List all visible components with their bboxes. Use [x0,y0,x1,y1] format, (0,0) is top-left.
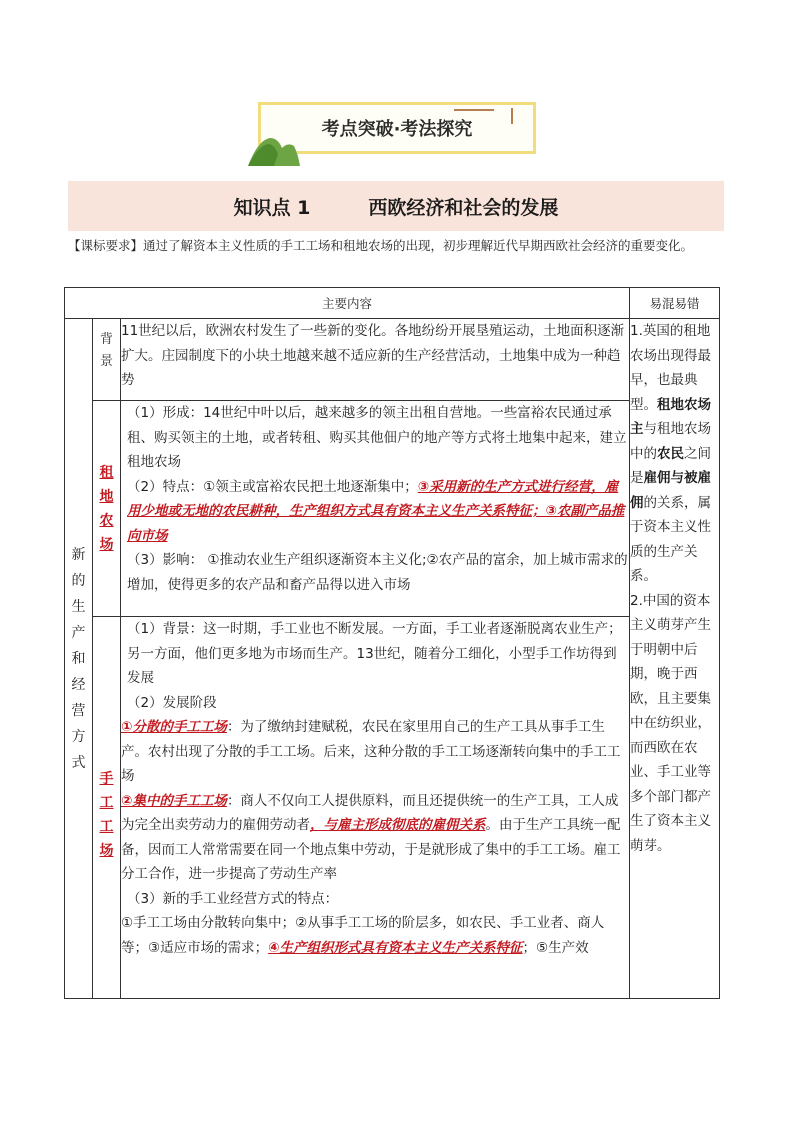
stage-2-title: ②集中的手工工场 [121,792,227,809]
workshop-features-highlight: ④生产组织形式具有资本主义生产关系特征 [268,939,523,956]
stage-1-title: ①分散的手工工场 [121,719,227,735]
workshop-features-text: ①手工工场由分散转向集中；②从事手工工场的阶层多，如农民、手工业者、商人等；③适应市场的需求； [121,915,605,956]
workshop-features-title: （3）新的手工业经营方式的特点： [127,890,339,907]
left-label-cell [65,319,93,999]
hill-icon [248,132,300,166]
stage-1-text: ：为了缴纳封建赋税，农民在家里用自己的生产工具从事手工生产。农村出现了分散的手工工场。后来，这种分散的手工工场逐渐转向集中的手工工场 [121,719,621,784]
header-common-mistakes: 易混易错 [630,288,720,319]
farm-features-highlight: ③采用新的生产方式进行经营，雇用少地或无地的农民耕种，生产组织方式具有资本主义生产关系特征；③农副产品推向市场 [127,478,625,544]
stage-2-text: ：商人不仅向工人提供原料，而且还提供统一的生产工具，工人成为完全出卖劳动力的雇佣劳动者 [121,792,619,833]
background-label: 背景 [99,332,113,369]
curriculum-requirement [68,233,728,258]
banner-title: 考点突破·考法探究 [321,119,473,140]
workshop-label-cell [93,617,121,999]
knowledge-point-title: 西欧经济和社会的发展 [368,196,559,219]
side-note-1-bold-c: 雇佣与被雇佣 [630,470,712,511]
farm-label: 租地农场 [99,464,114,553]
stage-2-text-b: 。由于生产工具统一配备，因而工人常常需要在同一个地点集中劳动，于是就形成了集中的手工工场。雇工分工合作，进一步提高了劳动生产率 [121,817,621,882]
side-note-1-b: 与租地农场中的 [630,421,712,462]
requirement-text: 通过了解资本主义性质的手工工场和租地农场的出现，初步理解近代早期西欧社会经济的重要变化。 [143,238,694,253]
workshop-content [121,617,630,999]
side-notes [630,319,720,999]
requirement-label: 【课标要求】 [68,238,144,253]
workshop-features [121,911,629,960]
farm-content [121,401,630,617]
side-note-1-bold: 租地农场主 [630,396,712,437]
knowledge-point-header [68,181,724,231]
side-note-1-bold-b: 农民 [657,445,685,462]
side-note-1: 1.英国的租地农场出现得最早，也最典型。 [630,323,712,413]
farm-features-text: （2）特点：①领主或富裕农民把土地逐渐集中； [127,478,418,495]
stage-2-highlight: ，与雇主形成彻底的雇佣关系 [310,817,486,833]
workshop-stage-2 [121,789,629,887]
header-main-content: 主要内容 [65,288,630,319]
section-banner [258,102,540,158]
side-note-2: 2.中国的资本主义萌芽产生于明朝中后期，晚于西欧，且主要集中在纺织业，而西欧在农业、手工业等多个部门都产生了资本主义萌芽。 [630,592,712,854]
farm-formation: （1）形成：14世纪中叶以后，越来越多的领主出租自营地。一些富裕农民通过承租、购买领主的土地，或者转租、购买其他佃户的地产等方式将土地集中起来，建立租地农场 [127,405,627,470]
workshop-label: 手工工场 [99,771,114,859]
content-table [64,287,720,999]
workshop-background: （1）背景：这一时期，手工业也不断发展。一方面，手工业者逐渐脱离农业生产；另一方面，他们更多地为市场而生产。13世纪，随着分工细化，小型手工作坊得到发展 [127,621,622,686]
workshop-features-text-b: ；⑤生产效 [522,939,589,956]
side-note-1-d: 的关系，属于资本主义性质的生产关系。 [630,494,712,584]
farm-features [121,475,629,549]
side-note-1-c: 之间是 [630,445,712,486]
workshop-stages-title: （2）发展阶段 [127,694,217,711]
background-text: 11世纪以后，欧洲农村发生了一些新的变化。各地纷纷开展垦殖运动，土地面积逐渐扩大。庄园制度下的小块土地越来越不适应新的生产经营活动，土地集中成为一种趋势 [121,323,625,388]
farm-impact: （3）影响： ①推动农业生产组织逐渐资本主义化;②农产品的富余，加上城市需求的增加，使得更多的农产品和畜产品得以进入市场 [127,552,628,593]
farm-label-cell [93,401,121,617]
knowledge-point-number: 知识点 1 [233,196,311,219]
left-label: 新的生产和经营方式 [71,546,86,771]
background-content [121,319,630,401]
background-label-cell [93,319,121,401]
banner-accent-line [454,109,494,111]
workshop-stage-1 [121,715,629,789]
